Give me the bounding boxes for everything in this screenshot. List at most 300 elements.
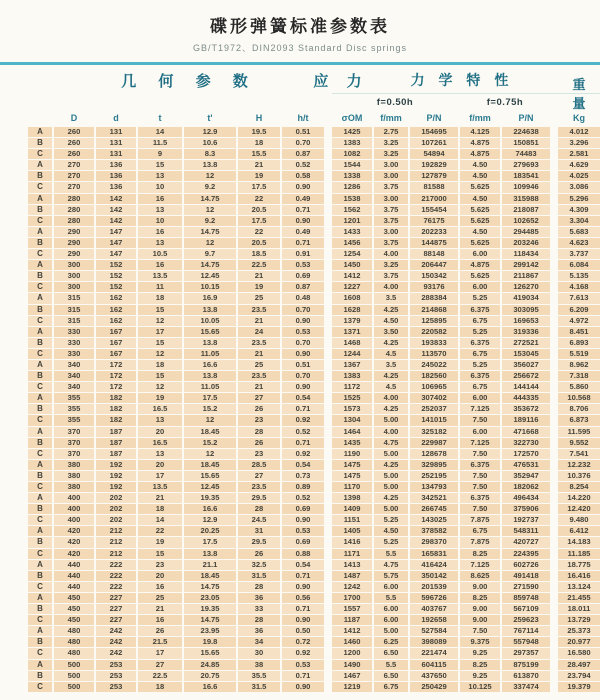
series-cell: C bbox=[28, 316, 52, 326]
table-cell: 260 bbox=[54, 138, 94, 148]
table-cell: 5.135 bbox=[558, 271, 600, 281]
table-cell: 20 bbox=[138, 571, 182, 581]
table-cell: 420727 bbox=[502, 537, 550, 547]
series-cell: A bbox=[28, 427, 52, 437]
table-cell: 23.95 bbox=[184, 626, 236, 636]
table-cell: 8.962 bbox=[558, 360, 600, 370]
table-cell: 16.6 bbox=[184, 504, 236, 514]
table-cell: 3.5 bbox=[374, 360, 408, 370]
table-cell: 0.54 bbox=[282, 560, 324, 570]
table-cell: 143025 bbox=[410, 515, 458, 525]
table-cell: 0.54 bbox=[282, 460, 324, 470]
table-cell: 6.375 bbox=[460, 371, 500, 381]
table-cell: 3.737 bbox=[558, 249, 600, 259]
table-cell: 11.185 bbox=[558, 549, 600, 559]
table-cell: 19.35 bbox=[184, 604, 236, 614]
table-cell: 280 bbox=[54, 205, 94, 215]
series-cell: C bbox=[28, 216, 52, 226]
table-cell: 0.53 bbox=[282, 660, 324, 670]
table-cell: 398089 bbox=[410, 637, 458, 647]
table-cell: 20.25 bbox=[184, 526, 236, 536]
table-cell: 271590 bbox=[502, 582, 550, 592]
table-cell: 5.00 bbox=[374, 626, 408, 636]
table-cell: 3.50 bbox=[374, 327, 408, 337]
table-cell: 16.5 bbox=[138, 404, 182, 414]
table-cell: 259623 bbox=[502, 615, 550, 625]
table-cell: 15.2 bbox=[184, 438, 236, 448]
table-cell: 4.125 bbox=[460, 127, 500, 137]
table-cell: 76175 bbox=[410, 216, 458, 226]
table-cell: 1200 bbox=[332, 648, 372, 658]
table-cell: 4.00 bbox=[374, 427, 408, 437]
table-cell: 7.613 bbox=[558, 293, 600, 303]
series-cell: C bbox=[28, 282, 52, 292]
table-cell: 182062 bbox=[502, 482, 550, 492]
table-cell: 24.5 bbox=[238, 515, 280, 525]
table-cell: 152 bbox=[96, 282, 136, 292]
table-cell: 36 bbox=[238, 593, 280, 603]
table-cell: 19.35 bbox=[184, 493, 236, 503]
table-cell: 294485 bbox=[502, 227, 550, 237]
table-cell: 4.309 bbox=[558, 205, 600, 215]
table-cell: 13.8 bbox=[184, 338, 236, 348]
table-cell: 13.729 bbox=[558, 615, 600, 625]
table-cell: 1219 bbox=[332, 682, 372, 692]
table-cell: 1171 bbox=[332, 549, 372, 559]
table-cell: 440 bbox=[54, 582, 94, 592]
table-cell: 10.05 bbox=[184, 316, 236, 326]
col-header-d: d bbox=[113, 113, 119, 123]
table-cell: 3.25 bbox=[374, 149, 408, 159]
table-cell: 16 bbox=[138, 194, 182, 204]
table-cell: 6.00 bbox=[374, 604, 408, 614]
table-cell: 1170 bbox=[332, 482, 372, 492]
table-cell: 480 bbox=[54, 626, 94, 636]
table-cell: 0.71 bbox=[282, 571, 324, 581]
col-header-t-prime: t' bbox=[207, 113, 213, 123]
table-cell: 370 bbox=[54, 449, 94, 459]
table-cell: 13 bbox=[138, 205, 182, 215]
table-cell: 353672 bbox=[502, 404, 550, 414]
table-cell: 315 bbox=[54, 316, 94, 326]
table-cell: 8.706 bbox=[558, 404, 600, 414]
table-cell: 4.50 bbox=[460, 194, 500, 204]
table-cell: 0.90 bbox=[282, 216, 324, 226]
table-cell: 147 bbox=[96, 249, 136, 259]
table-cell: 162 bbox=[96, 316, 136, 326]
table-cell: 8.254 bbox=[558, 482, 600, 492]
table-cell: 1608 bbox=[332, 293, 372, 303]
table-cell: 6.00 bbox=[374, 582, 408, 592]
table-cell: 23 bbox=[238, 449, 280, 459]
table-cell: 1304 bbox=[332, 415, 372, 425]
table-cell: 602726 bbox=[502, 560, 550, 570]
table-cell: 5.00 bbox=[374, 449, 408, 459]
table-cell: 24 bbox=[238, 327, 280, 337]
table-cell: 1450 bbox=[332, 260, 372, 270]
table-cell: 3.25 bbox=[374, 138, 408, 148]
table-cell: 19.5 bbox=[238, 127, 280, 137]
table-cell: 3.304 bbox=[558, 216, 600, 226]
table-cell: 437650 bbox=[410, 671, 458, 681]
table-cell: 14.75 bbox=[184, 227, 236, 237]
table-cell: 5.625 bbox=[460, 182, 500, 192]
table-cell: 0.50 bbox=[282, 626, 324, 636]
table-cell: 187 bbox=[96, 427, 136, 437]
table-cell: 0.51 bbox=[282, 127, 324, 137]
table-cell: 11.5 bbox=[138, 138, 182, 148]
page-subtitle: GB/T1972、DIN2093 Standard Disc springs bbox=[192, 43, 408, 53]
table-cell: 28.5 bbox=[238, 460, 280, 470]
table-cell: 7.875 bbox=[460, 515, 500, 525]
table-cell: 3.00 bbox=[374, 160, 408, 170]
table-cell: 12 bbox=[138, 349, 182, 359]
table-cell: 9.2 bbox=[184, 216, 236, 226]
table-cell: 12.420 bbox=[558, 504, 600, 514]
table-cell: 6.375 bbox=[460, 338, 500, 348]
table-cell: 81588 bbox=[410, 182, 458, 192]
table-cell: 1151 bbox=[332, 515, 372, 525]
table-cell: 203246 bbox=[502, 238, 550, 248]
table-cell: 222 bbox=[96, 560, 136, 570]
table-cell: 18 bbox=[138, 682, 182, 692]
table-cell: 0.71 bbox=[282, 671, 324, 681]
table-cell: 1467 bbox=[332, 671, 372, 681]
series-cell: B bbox=[28, 205, 52, 215]
col-header-p-n-075: P/N bbox=[518, 113, 534, 123]
table-cell: 5.5 bbox=[374, 593, 408, 603]
table-cell: 0.49 bbox=[282, 194, 324, 204]
table-cell: 253 bbox=[96, 682, 136, 692]
col-header-D: D bbox=[70, 113, 78, 123]
table-cell: 299142 bbox=[502, 260, 550, 270]
table-cell: 26 bbox=[238, 438, 280, 448]
divider-line bbox=[0, 62, 600, 65]
series-cell: B bbox=[28, 271, 52, 281]
table-cell: 15.65 bbox=[184, 327, 236, 337]
table-cell: 0.87 bbox=[282, 149, 324, 159]
table-cell: 182560 bbox=[410, 371, 458, 381]
table-cell: 22.5 bbox=[138, 671, 182, 681]
params-table bbox=[28, 67, 598, 692]
table-cell: 4.972 bbox=[558, 316, 600, 326]
table-cell: 4.623 bbox=[558, 238, 600, 248]
table-cell: 192658 bbox=[410, 615, 458, 625]
table-cell: 3.00 bbox=[374, 227, 408, 237]
page-title: 碟形弹簧标准参数表 bbox=[210, 17, 390, 36]
table-cell: 182 bbox=[96, 404, 136, 414]
table-cell: 4.50 bbox=[460, 160, 500, 170]
series-cell: C bbox=[28, 349, 52, 359]
table-cell: 27 bbox=[238, 393, 280, 403]
table-cell: 0.92 bbox=[282, 449, 324, 459]
table-cell: 21.5 bbox=[138, 637, 182, 647]
table-cell: 491418 bbox=[502, 571, 550, 581]
table-cell: 1383 bbox=[332, 138, 372, 148]
table-cell: 1254 bbox=[332, 249, 372, 259]
table-cell: 500 bbox=[54, 671, 94, 681]
table-cell: 1201 bbox=[332, 216, 372, 226]
table-cell: 154695 bbox=[410, 127, 458, 137]
table-cell: 0.90 bbox=[282, 582, 324, 592]
table-cell: 875199 bbox=[502, 660, 550, 670]
table-cell: 183541 bbox=[502, 171, 550, 181]
table-cell: 1456 bbox=[332, 238, 372, 248]
table-cell: 220582 bbox=[410, 327, 458, 337]
table-cell: 0.71 bbox=[282, 438, 324, 448]
table-cell: 152 bbox=[96, 260, 136, 270]
table-cell: 134793 bbox=[410, 482, 458, 492]
table-cell: 253 bbox=[96, 671, 136, 681]
table-cell: 14.183 bbox=[558, 537, 600, 547]
series-cell: B bbox=[28, 404, 52, 414]
table-cell: 288384 bbox=[410, 293, 458, 303]
table-cell: 6.75 bbox=[460, 316, 500, 326]
table-cell: 202 bbox=[96, 515, 136, 525]
series-cell: C bbox=[28, 149, 52, 159]
series-cell: C bbox=[28, 615, 52, 625]
table-cell: 12 bbox=[184, 171, 236, 181]
table-cell: 15.65 bbox=[184, 471, 236, 481]
table-cell: 23.5 bbox=[238, 305, 280, 315]
table-cell: 340 bbox=[54, 360, 94, 370]
table-cell: 29.5 bbox=[238, 493, 280, 503]
table-cell: 15.2 bbox=[184, 404, 236, 414]
table-cell: 20.75 bbox=[184, 671, 236, 681]
table-cell: 0.71 bbox=[282, 238, 324, 248]
table-cell: 227 bbox=[96, 593, 136, 603]
table-cell: 0.53 bbox=[282, 327, 324, 337]
table-cell: 13.8 bbox=[184, 371, 236, 381]
table-cell: 1538 bbox=[332, 194, 372, 204]
table-cell: 9.00 bbox=[460, 604, 500, 614]
table-cell: 5.00 bbox=[374, 482, 408, 492]
table-cell: 10 bbox=[138, 182, 182, 192]
table-cell: 214868 bbox=[410, 305, 458, 315]
table-cell: 31 bbox=[238, 526, 280, 536]
table-cell: 17 bbox=[138, 471, 182, 481]
table-cell: 10.376 bbox=[558, 471, 600, 481]
table-cell: 5.00 bbox=[374, 504, 408, 514]
table-cell: 14.75 bbox=[184, 194, 236, 204]
table-cell: 4.50 bbox=[460, 171, 500, 181]
table-cell: 109946 bbox=[502, 182, 550, 192]
table-cell: 297357 bbox=[502, 648, 550, 658]
series-cell: A bbox=[28, 360, 52, 370]
table-cell: 330 bbox=[54, 338, 94, 348]
table-cell: 4.00 bbox=[374, 282, 408, 292]
table-cell: 500 bbox=[54, 682, 94, 692]
table-cell: 3.00 bbox=[374, 194, 408, 204]
table-cell: 330 bbox=[54, 327, 94, 337]
series-cell: A bbox=[28, 460, 52, 470]
table-cell: 527584 bbox=[410, 626, 458, 636]
table-cell: 23.794 bbox=[558, 671, 600, 681]
table-cell: 5.683 bbox=[558, 227, 600, 237]
table-cell: 4.50 bbox=[374, 316, 408, 326]
table-cell: 153045 bbox=[502, 349, 550, 359]
table-cell: 1371 bbox=[332, 327, 372, 337]
table-cell: 4.50 bbox=[374, 526, 408, 536]
table-cell: 206447 bbox=[410, 260, 458, 270]
table-cell: 0.56 bbox=[282, 593, 324, 603]
table-cell: 1244 bbox=[332, 349, 372, 359]
table-cell: 15 bbox=[138, 338, 182, 348]
table-cell: 419034 bbox=[502, 293, 550, 303]
table-cell: 7.50 bbox=[460, 482, 500, 492]
table-cell: 5.25 bbox=[374, 537, 408, 547]
table-cell: 5.860 bbox=[558, 382, 600, 392]
table-cell: 403767 bbox=[410, 604, 458, 614]
table-cell: 165831 bbox=[410, 549, 458, 559]
table-cell: 16.5 bbox=[138, 438, 182, 448]
table-cell: 0.90 bbox=[282, 682, 324, 692]
table-cell: 13 bbox=[138, 449, 182, 459]
table-cell: 10.6 bbox=[184, 138, 236, 148]
table-cell: 144144 bbox=[502, 382, 550, 392]
table-cell: 13 bbox=[138, 238, 182, 248]
table-cell: 21 bbox=[138, 493, 182, 503]
group-header-stress: 应 力 bbox=[313, 72, 369, 90]
table-cell: 10 bbox=[138, 216, 182, 226]
table-cell: 131 bbox=[96, 149, 136, 159]
table-cell: 0.70 bbox=[282, 138, 324, 148]
table-cell: 142 bbox=[96, 216, 136, 226]
table-cell: 300 bbox=[54, 271, 94, 281]
table-cell: 7.50 bbox=[460, 415, 500, 425]
table-cell: 118434 bbox=[502, 249, 550, 259]
table-cell: 54894 bbox=[410, 149, 458, 159]
table-cell: 1628 bbox=[332, 305, 372, 315]
table-cell: 1490 bbox=[332, 660, 372, 670]
table-cell: 1286 bbox=[332, 182, 372, 192]
table-cell: 6.873 bbox=[558, 415, 600, 425]
table-cell: 212 bbox=[96, 549, 136, 559]
table-cell: 6.75 bbox=[460, 382, 500, 392]
table-cell: 12 bbox=[138, 382, 182, 392]
table-cell: 1338 bbox=[332, 171, 372, 181]
table-cell: 3.25 bbox=[374, 260, 408, 270]
group-header-mechanical: 力 学 特 性 bbox=[410, 72, 514, 88]
table-cell: 0.71 bbox=[282, 205, 324, 215]
table-cell: 14.75 bbox=[184, 615, 236, 625]
table-cell: 16.9 bbox=[184, 293, 236, 303]
table-cell: 17.5 bbox=[238, 182, 280, 192]
table-cell: 1405 bbox=[332, 526, 372, 536]
table-cell: 192737 bbox=[502, 515, 550, 525]
table-cell: 9 bbox=[138, 149, 182, 159]
table-cell: 0.71 bbox=[282, 604, 324, 614]
table-cell: 0.52 bbox=[282, 160, 324, 170]
table-cell: 26 bbox=[138, 626, 182, 636]
table-cell: 155454 bbox=[410, 205, 458, 215]
table-cell: 5.25 bbox=[374, 515, 408, 525]
table-cell: 18.5 bbox=[238, 249, 280, 259]
table-cell: 7.125 bbox=[460, 438, 500, 448]
table-cell: 0.48 bbox=[282, 293, 324, 303]
table-cell: 25.373 bbox=[558, 626, 600, 636]
series-cell: A bbox=[28, 160, 52, 170]
table-cell: 4.00 bbox=[374, 249, 408, 259]
table-cell: 260 bbox=[54, 149, 94, 159]
table-cell: 13.5 bbox=[138, 482, 182, 492]
series-cell: B bbox=[28, 171, 52, 181]
table-cell: 0.90 bbox=[282, 182, 324, 192]
subheader-f075: f=0.75h bbox=[486, 97, 524, 108]
table-cell: 202 bbox=[96, 504, 136, 514]
table-cell: 0.90 bbox=[282, 316, 324, 326]
table-cell: 4.25 bbox=[374, 305, 408, 315]
table-cell: 1367 bbox=[332, 360, 372, 370]
table-cell: 340 bbox=[54, 382, 94, 392]
table-cell: 12 bbox=[184, 238, 236, 248]
table-cell: 0.58 bbox=[282, 171, 324, 181]
table-cell: 167 bbox=[96, 327, 136, 337]
table-cell: 15 bbox=[138, 371, 182, 381]
table-cell: 5.25 bbox=[460, 327, 500, 337]
table-cell: 496434 bbox=[502, 493, 550, 503]
table-cell: 21 bbox=[238, 316, 280, 326]
table-cell: 1398 bbox=[332, 493, 372, 503]
table-cell: 136 bbox=[96, 160, 136, 170]
table-cell: 1172 bbox=[332, 382, 372, 392]
table-cell: 141015 bbox=[410, 415, 458, 425]
table-cell: 24.85 bbox=[184, 660, 236, 670]
table-cell: 0.92 bbox=[282, 415, 324, 425]
table-cell: 450 bbox=[54, 604, 94, 614]
table-cell: 11.595 bbox=[558, 427, 600, 437]
table-cell: 1412 bbox=[332, 626, 372, 636]
table-cell: 270 bbox=[54, 160, 94, 170]
table-cell: 557948 bbox=[502, 637, 550, 647]
table-cell: 4.168 bbox=[558, 282, 600, 292]
table-cell: 22 bbox=[238, 227, 280, 237]
table-cell: 5.296 bbox=[558, 194, 600, 204]
table-cell: 6.209 bbox=[558, 305, 600, 315]
table-cell: 0.88 bbox=[282, 549, 324, 559]
table-cell: 13 bbox=[138, 171, 182, 181]
table-cell: 450 bbox=[54, 615, 94, 625]
table-cell: 440 bbox=[54, 571, 94, 581]
table-cell: 172 bbox=[96, 371, 136, 381]
table-cell: 280 bbox=[54, 216, 94, 226]
table-cell: 21 bbox=[138, 604, 182, 614]
table-cell: 0.70 bbox=[282, 371, 324, 381]
table-cell: 13.8 bbox=[184, 549, 236, 559]
table-cell: 27 bbox=[138, 660, 182, 670]
table-cell: 12.45 bbox=[184, 271, 236, 281]
table-cell: 7.50 bbox=[460, 471, 500, 481]
col-header-sigma-om: σOM bbox=[341, 113, 363, 123]
table-cell: 12.9 bbox=[184, 515, 236, 525]
table-cell: 613870 bbox=[502, 671, 550, 681]
table-cell: 182 bbox=[96, 393, 136, 403]
table-cell: 162 bbox=[96, 305, 136, 315]
table-cell: 2.581 bbox=[558, 149, 600, 159]
col-header-f-mm-075: f/mm bbox=[469, 113, 491, 123]
table-cell: 16 bbox=[138, 615, 182, 625]
table-cell: 136 bbox=[96, 171, 136, 181]
table-cell: 8.3 bbox=[184, 149, 236, 159]
table-cell: 7.875 bbox=[460, 537, 500, 547]
table-cell: 3.75 bbox=[374, 271, 408, 281]
table-cell: 420 bbox=[54, 537, 94, 547]
table-cell: 4.025 bbox=[558, 171, 600, 181]
table-cell: 13.124 bbox=[558, 582, 600, 592]
table-cell: 14.220 bbox=[558, 493, 600, 503]
table-cell: 31.5 bbox=[238, 682, 280, 692]
table-cell: 252195 bbox=[410, 471, 458, 481]
